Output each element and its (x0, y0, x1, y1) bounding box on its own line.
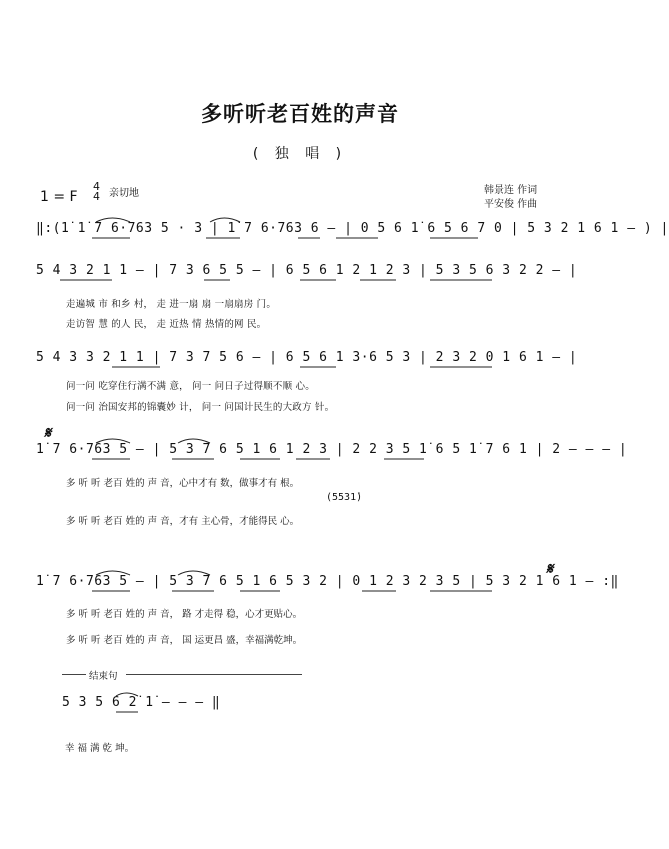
composer-credit: 平安俊 作曲 (484, 199, 538, 210)
lyric-line-6: 多 听 听 老百 姓的 声 音，才有 主心骨，才能得民 心。 (66, 516, 300, 527)
lyric-line-5: 多 听 听 老百 姓的 声 音，心中才有 数，做事才有 根。 (66, 478, 300, 489)
lyric-line-8: 多 听 听 老百 姓的 声 音， 国 运更昌 盛，幸福满乾坤。 (66, 635, 303, 646)
key-signature: 1 = F (40, 189, 78, 205)
alternate-notes-annotation: (5531̇) (326, 492, 363, 503)
lyric-line-4: 问一问 治国安邦的锦囊妙 计， 问一 问国计民生的大政方 针。 (66, 402, 335, 413)
lyric-line-1: 走遍城 市 和乡 村， 走 进一扇 扇 一扇扇房 门。 (66, 299, 277, 310)
song-title: 多听听老百姓的声音 (201, 101, 399, 126)
tempo-marking: 亲切地 (109, 188, 139, 199)
lyric-line-2: 走访智 慧 的人 民， 走 近热 情 热情的网 民。 (66, 319, 267, 330)
notation-row-2: 5 4 3 2 1 1 — | 7 3 6 5 5 — | 6 5 6 1 2 1 2 3 | 5 3 5 6 3 2 2 — | (36, 263, 578, 278)
meter-top: 4 (93, 180, 100, 193)
slur-arcs (96, 218, 240, 696)
lyricist-credit: 韩景连 作词 (484, 185, 538, 196)
lyric-line-3: 问一问 吃穿住行满不满 意， 问一 问日子过得顺不顺 心。 (66, 381, 315, 392)
segno-sign-start: 𝄋 (44, 423, 51, 442)
notation-row-3: 5 4 3 3 2 1 1 | 7 3 7 5 6 — | 6 5 6 1 3·6 5 3 | 2 3 2 0 1 6 1 — | (36, 350, 578, 365)
performance-subtitle: ( 独 唱 ) (252, 146, 348, 162)
coda-lyric: 幸 福 满 乾 坤。 (65, 743, 135, 754)
lyric-line-7: 多 听 听 老百 姓的 声 音， 路 才走得 稳，心才更贴心。 (66, 609, 303, 620)
coda-label: 结束句 (89, 671, 118, 682)
notation-row-4: 1̇ 7 6·763 5 — | 5 3 7 6 5 1 6 1 2 3 | 2 2 3 5 1̇ 6 5 1̇ 7 6 1 | 2 — — — | (36, 442, 628, 457)
segno-sign-end: 𝄋 (546, 559, 553, 578)
meter-bottom: 4 (93, 190, 100, 203)
underline-beams (60, 238, 492, 712)
notation-row-intro: ‖:(1̇ 1̇ 7 6·763 5 · 3 | 1̇ 7 6·763 6 — | 0 5 6 1̇ 6 5 6 7 0 | 5 3 2 1 6 1 — ) | (36, 221, 669, 236)
notation-row-coda: 5 3 5 6 2̇ 1̇ — — — ‖ (62, 695, 221, 710)
notation-row-5: 1̇ 7 6·763 5 — | 5 3 7 6 5 1 6 5 3 2 | 0 1 2 3 2 3 5 | 5 3 2 1 6 1 — :‖ (36, 574, 619, 589)
